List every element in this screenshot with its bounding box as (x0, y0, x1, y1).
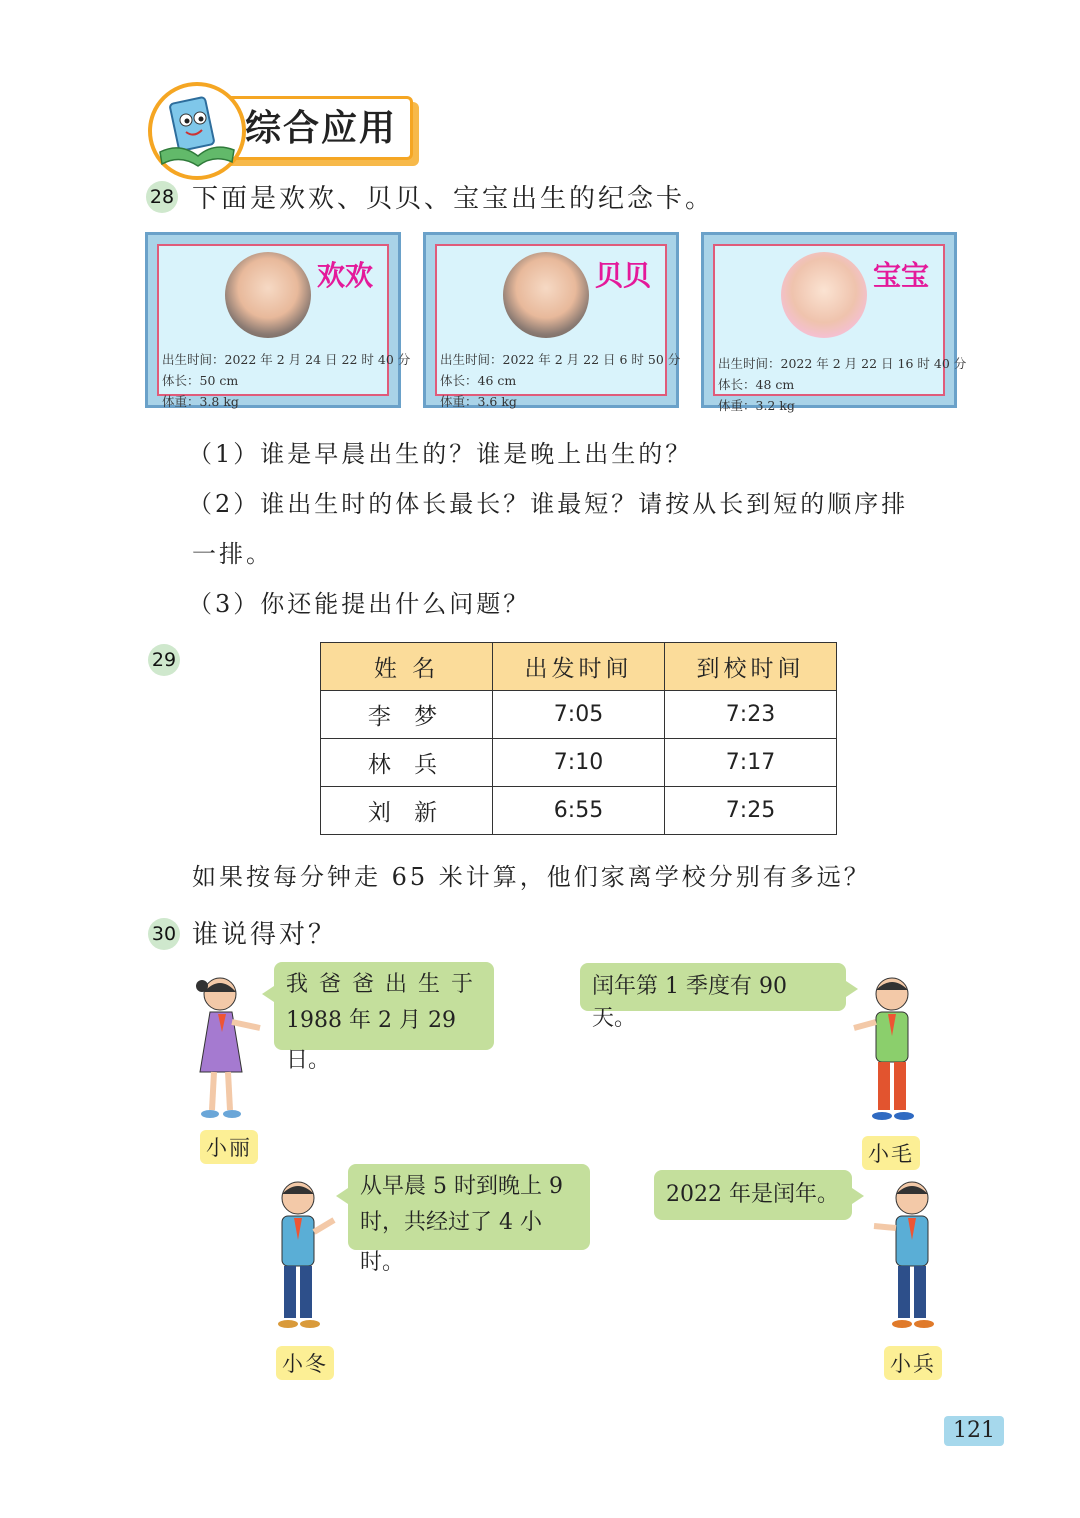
card-length: 体长：50 cm (162, 373, 239, 388)
bubble-text: 1988 年 2 月 29 日。 (286, 1008, 456, 1073)
birth-card-baobao (701, 232, 967, 413)
page-number: 121 (944, 1416, 1004, 1446)
q30-prompt: 谁说得对？ (192, 920, 338, 950)
depart-time: 7:10 (493, 739, 665, 787)
arrive-time: 7:23 (665, 691, 837, 739)
card-name: 宝宝 (872, 259, 929, 292)
column-header: 姓 名 (321, 643, 493, 691)
baby-photo (225, 252, 311, 338)
time-table (320, 642, 837, 835)
speech-bubble-xiaoli (274, 962, 494, 1073)
boy-figure-icon (848, 972, 932, 1132)
q28-sub1: （1）谁是早晨出生的？谁是晚上出生的？ (188, 440, 693, 468)
bubble-text: 我 爸 爸 出 生 于 (286, 972, 475, 997)
birth-card-beibei (423, 232, 679, 408)
depart-time: 7:05 (493, 691, 665, 739)
speech-bubble-xiaobing (654, 1170, 852, 1220)
bubble-text: 闰年第 1 季度有 90 天。 (592, 974, 787, 1031)
q28-sub2: （2）谁出生时的体长最长？谁最短？请按从长到短的顺序排 (188, 490, 909, 518)
name-tag-xiaodong: 小冬 (276, 1346, 334, 1380)
bubble-text: 2022 年是闰年。 (666, 1182, 839, 1207)
depart-time: 6:55 (493, 787, 665, 835)
card-length: 体长：48 cm (718, 377, 795, 392)
card-birth-time: 出生时间：2022 年 2 月 24 日 22 时 40 分 (162, 352, 411, 367)
student-name: 刘 新 (321, 787, 493, 835)
boy-figure-icon (266, 1176, 346, 1340)
bubble-text: 从早晨 5 时到晚上 9 (360, 1174, 563, 1199)
card-name: 欢欢 (316, 259, 373, 292)
question-number-29: 29 (148, 644, 180, 676)
arrive-time: 7:17 (665, 739, 837, 787)
card-weight: 体重：3.6 kg (440, 394, 517, 409)
boy-figure-icon (866, 1176, 950, 1340)
column-header: 出发时间 (493, 643, 665, 691)
speech-bubble-xiaodong (348, 1164, 590, 1275)
card-length: 体长：46 cm (440, 373, 517, 388)
baby-photo (781, 252, 867, 338)
table-row (321, 739, 837, 787)
arrive-time: 7:25 (665, 787, 837, 835)
table-header-row (321, 643, 837, 691)
question-number-28: 28 (146, 181, 178, 213)
table-row (321, 691, 837, 739)
section-title: 综合应用 (245, 108, 398, 149)
speech-bubble-xiaomao (580, 963, 846, 1031)
birth-card-huanhuan (145, 232, 411, 409)
card-birth-time: 出生时间：2022 年 2 月 22 日 16 时 40 分 (718, 356, 967, 371)
baby-photo (503, 252, 589, 338)
name-tag-xiaoli: 小丽 (200, 1130, 258, 1164)
name-tag-xiaomao: 小毛 (862, 1136, 920, 1170)
column-header: 到校时间 (665, 643, 837, 691)
mascot-icon (148, 82, 246, 180)
q28-sub3: （3）你还能提出什么问题？ (188, 590, 531, 618)
q28-sub2-cont: 一排。 (192, 540, 273, 568)
card-name: 贝贝 (594, 259, 651, 292)
card-weight: 体重：3.2 kg (718, 398, 795, 413)
q28-prompt: 下面是欢欢、贝贝、宝宝出生的纪念卡。 (192, 184, 715, 214)
table-row (321, 787, 837, 835)
card-birth-time: 出生时间：2022 年 2 月 22 日 6 时 50 分 (440, 352, 681, 367)
question-number-30: 30 (148, 918, 180, 950)
student-name: 林 兵 (321, 739, 493, 787)
name-tag-xiaobing: 小兵 (884, 1346, 942, 1380)
girl-figure-icon (190, 972, 270, 1122)
student-name: 李 梦 (321, 691, 493, 739)
card-weight: 体重：3.8 kg (162, 394, 239, 409)
q29-question: 如果按每分钟走 65 米计算，他们家离学校分别有多远？ (192, 863, 871, 891)
bubble-text: 时，共经过了 4 小时。 (360, 1210, 542, 1275)
